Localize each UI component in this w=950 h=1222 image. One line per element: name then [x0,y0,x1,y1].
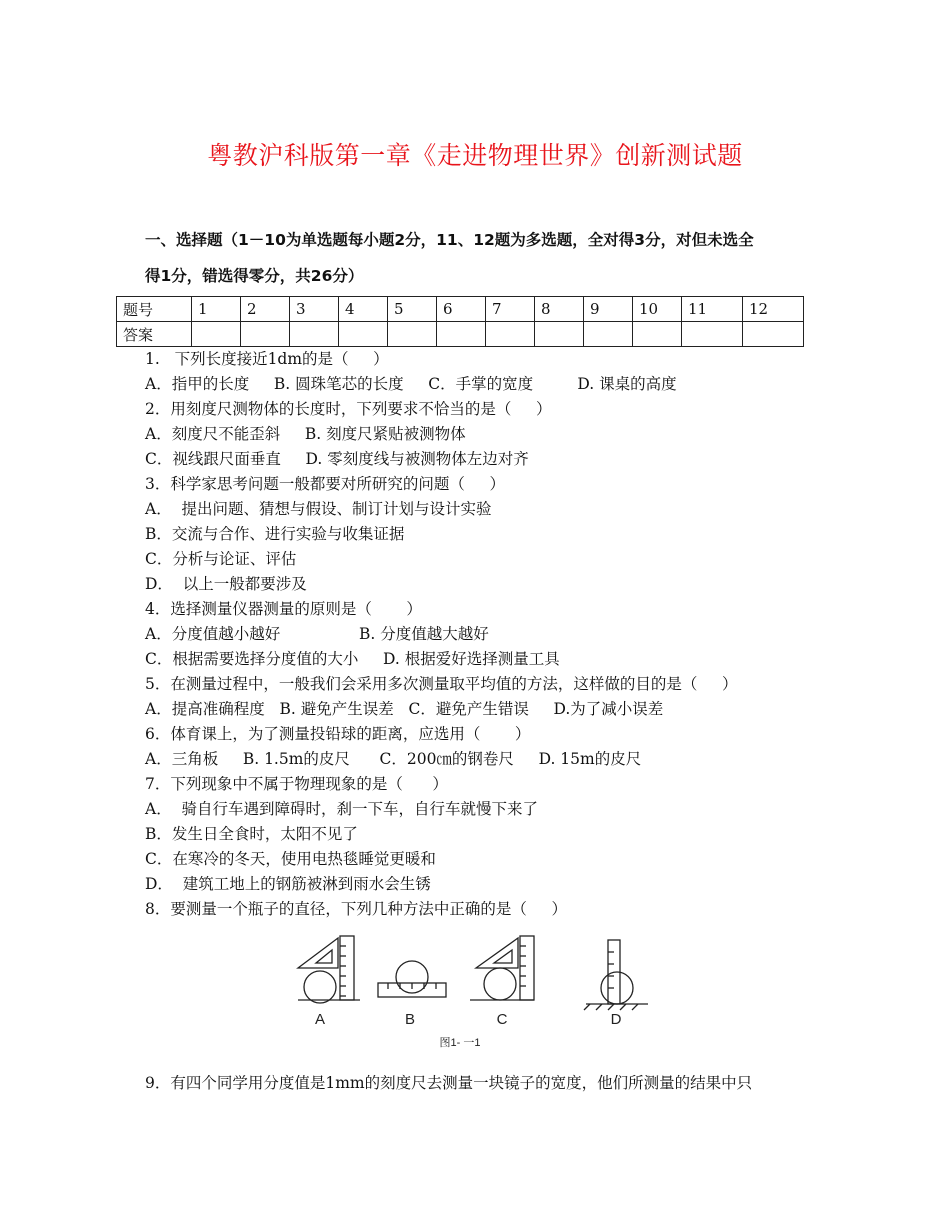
answer-cell[interactable] [486,322,535,347]
method-c-drawing [470,936,534,1000]
answer-cell[interactable] [682,322,743,347]
measurement-figure [290,930,670,1050]
method-a-drawing [298,936,360,1003]
question-number-row [117,297,804,322]
method-d-drawing [584,940,648,1010]
row-label: 题号 [117,297,192,322]
question-line: 8．要测量一个瓶子的直径，下列几种方法中正确的是（ ） [145,900,567,918]
question-number: 4 [339,297,388,322]
answer-table [116,296,804,347]
question-line: B．发生日全食时，太阳不见了 [145,825,358,843]
answer-cell[interactable] [290,322,339,347]
question-line: D． 建筑工地上的钢筋被淋到雨水会生锈 [145,875,431,893]
page-title: 粤教沪科版第一章《走进物理世界》创新测试题 [207,141,743,170]
row-label: 答案 [117,322,192,347]
figure-caption: 图1- 一1 [439,1037,481,1049]
answer-cell[interactable] [388,322,437,347]
question-line: C．视线跟尺面垂直 D. 零刻度线与被测物体左边对齐 [145,450,529,468]
question-number: 2 [241,297,290,322]
answer-cell[interactable] [339,322,388,347]
question-line: 6．体育课上，为了测量投铅球的距离，应选用（ ） [145,725,531,743]
question-number: 8 [535,297,584,322]
answer-cell[interactable] [633,322,682,347]
section-heading-line-1: 一、选择题（1－10为单选题每小题2分，11、12题为多选题，全对得3分，对但未选全 [145,231,754,249]
answer-cell[interactable] [743,322,804,347]
question-line: 5．在测量过程中，一般我们会采用多次测量取平均值的方法，这样做的目的是（ ） [145,675,738,693]
figure-label-c: C [496,1011,508,1028]
question-line: A． 骑自行车遇到障碍时，刹一下车，自行车就慢下来了 [145,800,539,818]
question-line: 1. 下列长度接近1dm的是（ ） [145,350,389,368]
question-line: A． 提出问题、猜想与假设、制订计划与设计实验 [145,500,492,518]
question-number: 6 [437,297,486,322]
question-line: C．分析与论证、评估 [145,550,297,568]
section-heading-line-2: 得1分，错选得零分，共26分） [145,267,364,285]
answer-cell[interactable] [241,322,290,347]
answer-cell[interactable] [437,322,486,347]
question-line: 3．科学家思考问题一般都要对所研究的问题（ ） [145,475,505,493]
question-line: A．指甲的长度 B. 圆珠笔芯的长度 C．手掌的宽度 D. 课桌的高度 [145,375,677,393]
question-line: B．交流与合作、进行实验与收集证据 [145,525,405,543]
question-line: C．在寒冷的冬天，使用电热毯睡觉更暖和 [145,850,436,868]
question-line: A．刻度尺不能歪斜 B. 刻度尺紧贴被测物体 [145,425,466,443]
question-line: 2．用刻度尺测物体的长度时，下列要求不恰当的是（ ） [145,400,552,418]
question-number: 11 [682,297,743,322]
question-line: 9．有四个同学用分度值是1mm的刻度尺去测量一块镜子的宽度，他们所测量的结果中只 [145,1074,753,1092]
answer-row [117,322,804,347]
question-number: 12 [743,297,804,322]
question-line: 7．下列现象中不属于物理现象的是（ ） [145,775,448,793]
question-number: 10 [633,297,682,322]
figure-label-a: A [314,1011,326,1028]
question-line: C．根据需要选择分度值的大小 D. 根据爱好选择测量工具 [145,650,560,668]
answer-cell[interactable] [584,322,633,347]
question-line: A．分度值越小越好 B. 分度值越大越好 [145,625,489,643]
question-number: 7 [486,297,535,322]
question-line: D． 以上一般都要涉及 [145,575,307,593]
answer-cell[interactable] [535,322,584,347]
answer-cell[interactable] [192,322,241,347]
question-number: 5 [388,297,437,322]
question-number: 9 [584,297,633,322]
question-number: 3 [290,297,339,322]
figure-label-d: D [610,1011,622,1028]
method-b-drawing [378,961,446,997]
figure-label-b: B [404,1011,416,1028]
question-line: 4．选择测量仪器测量的原则是（ ） [145,600,422,618]
question-line: A．提高准确程度 B. 避免产生误差 C．避免产生错误 D.为了减小误差 [145,700,664,718]
question-number: 1 [192,297,241,322]
question-line: A．三角板 B. 1.5m的皮尺 C．200㎝的钢卷尺 D. 15m的皮尺 [145,750,642,768]
